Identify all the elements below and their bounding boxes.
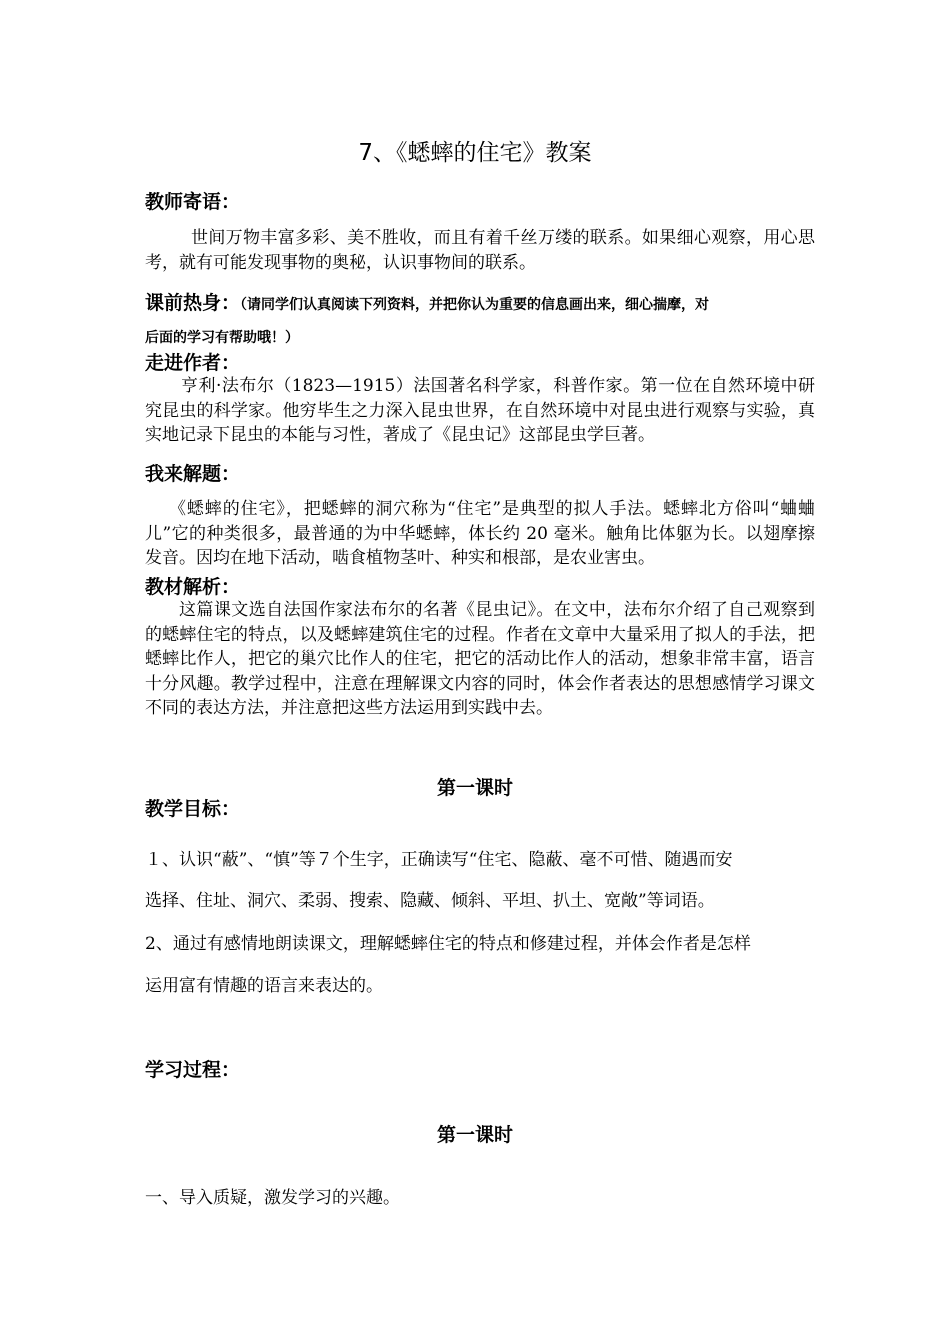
warmup-note-line-2: 后面的学习有帮助哦！） bbox=[145, 330, 299, 346]
teacher-message-text: 世间万物丰富多彩、美不胜收，而且有着千丝万缕的联系。如果细心观察，用心思考，就有可能发现事物的奥秘，认识事物间的联系。 bbox=[145, 228, 815, 273]
author-heading: 走进作者： bbox=[145, 352, 241, 374]
document-title: 7、《蟋蟀的住宅》教案 bbox=[358, 140, 592, 166]
goal-2-line-1: 2、通过有感情地朗读课文，理解蟋蟀住宅的特点和修建过程，并体会作者是怎样 bbox=[145, 934, 751, 954]
warmup-note-line-1: （请同学们认真阅读下列资料，并把你认为重要的信息画出来，细心揣摩，对 bbox=[240, 297, 710, 313]
goal-1-line-2: 选择、住址、洞穴、柔弱、搜索、隐藏、倾斜、平坦、扒土、宽敞”等词语。 bbox=[145, 891, 715, 911]
learning-process-heading: 学习过程： bbox=[145, 1059, 241, 1081]
author-text: 亨利·法布尔（1823—1915）法国著名科学家，科普作家。第一位在自然环境中研究昆虫的科学家。他穷毕生之力深入昆虫世界，在自然环境中对昆虫进行观察与实验，真实地记录下昆虫的本能与习性，著成了《昆虫记》这部昆虫学巨著。 bbox=[145, 376, 815, 445]
goal-1-line-1: １、认识“蔽”、“慎”等７个生字，正确读写“住宅、隐蔽、毫不可惜、随遇而安 bbox=[145, 850, 733, 870]
process-step-1: 一、导入质疑，激发学习的兴趣。 bbox=[145, 1188, 400, 1208]
lesson-one-heading-2: 第一课时 bbox=[436, 1124, 513, 1146]
teaching-goals-heading: 教学目标： bbox=[145, 798, 241, 820]
analysis-heading: 教材解析： bbox=[145, 576, 241, 598]
goal-2-line-2: 运用富有情趣的语言来表达的。 bbox=[145, 976, 383, 996]
analysis-text: 这篇课文选自法国作家法布尔的名著《昆虫记》。在文中，法布尔介绍了自己观察到的蟋蟀住宅的特点，以及蟋蟀建筑住宅的过程。作者在文章中大量采用了拟人的手法，把蟋蟀比作人，把它的巢穴比作人的住宅，把它的活动比作人的活动，想象非常丰富，语言十分风趣。教学过程中，注意在理解课文内容的同时，体会作者表达的思想感情学习课文不同的表达方法，并注意把这些方法运用到实践中去。 bbox=[145, 600, 815, 718]
title-explain-text: 《蟋蟀的住宅》，把蟋蟀的洞穴称为“住宅”是典型的拟人手法。蟋蟀北方俗叫“蛐蛐儿”它的种类很多，最普通的为中华蟋蟀，体长约 20 毫米。触角比体躯为长。以翅摩擦发音。因均在地下活动，啮食植物茎叶、种实和根部，是农业害虫。 bbox=[145, 499, 815, 568]
lesson-one-heading: 第一课时 bbox=[436, 777, 513, 799]
title-explain-heading: 我来解题： bbox=[145, 463, 241, 485]
warmup-heading: 课前热身： bbox=[145, 292, 241, 314]
warmup-heading-line bbox=[145, 291, 815, 317]
teacher-message-heading: 教师寄语： bbox=[145, 191, 241, 213]
